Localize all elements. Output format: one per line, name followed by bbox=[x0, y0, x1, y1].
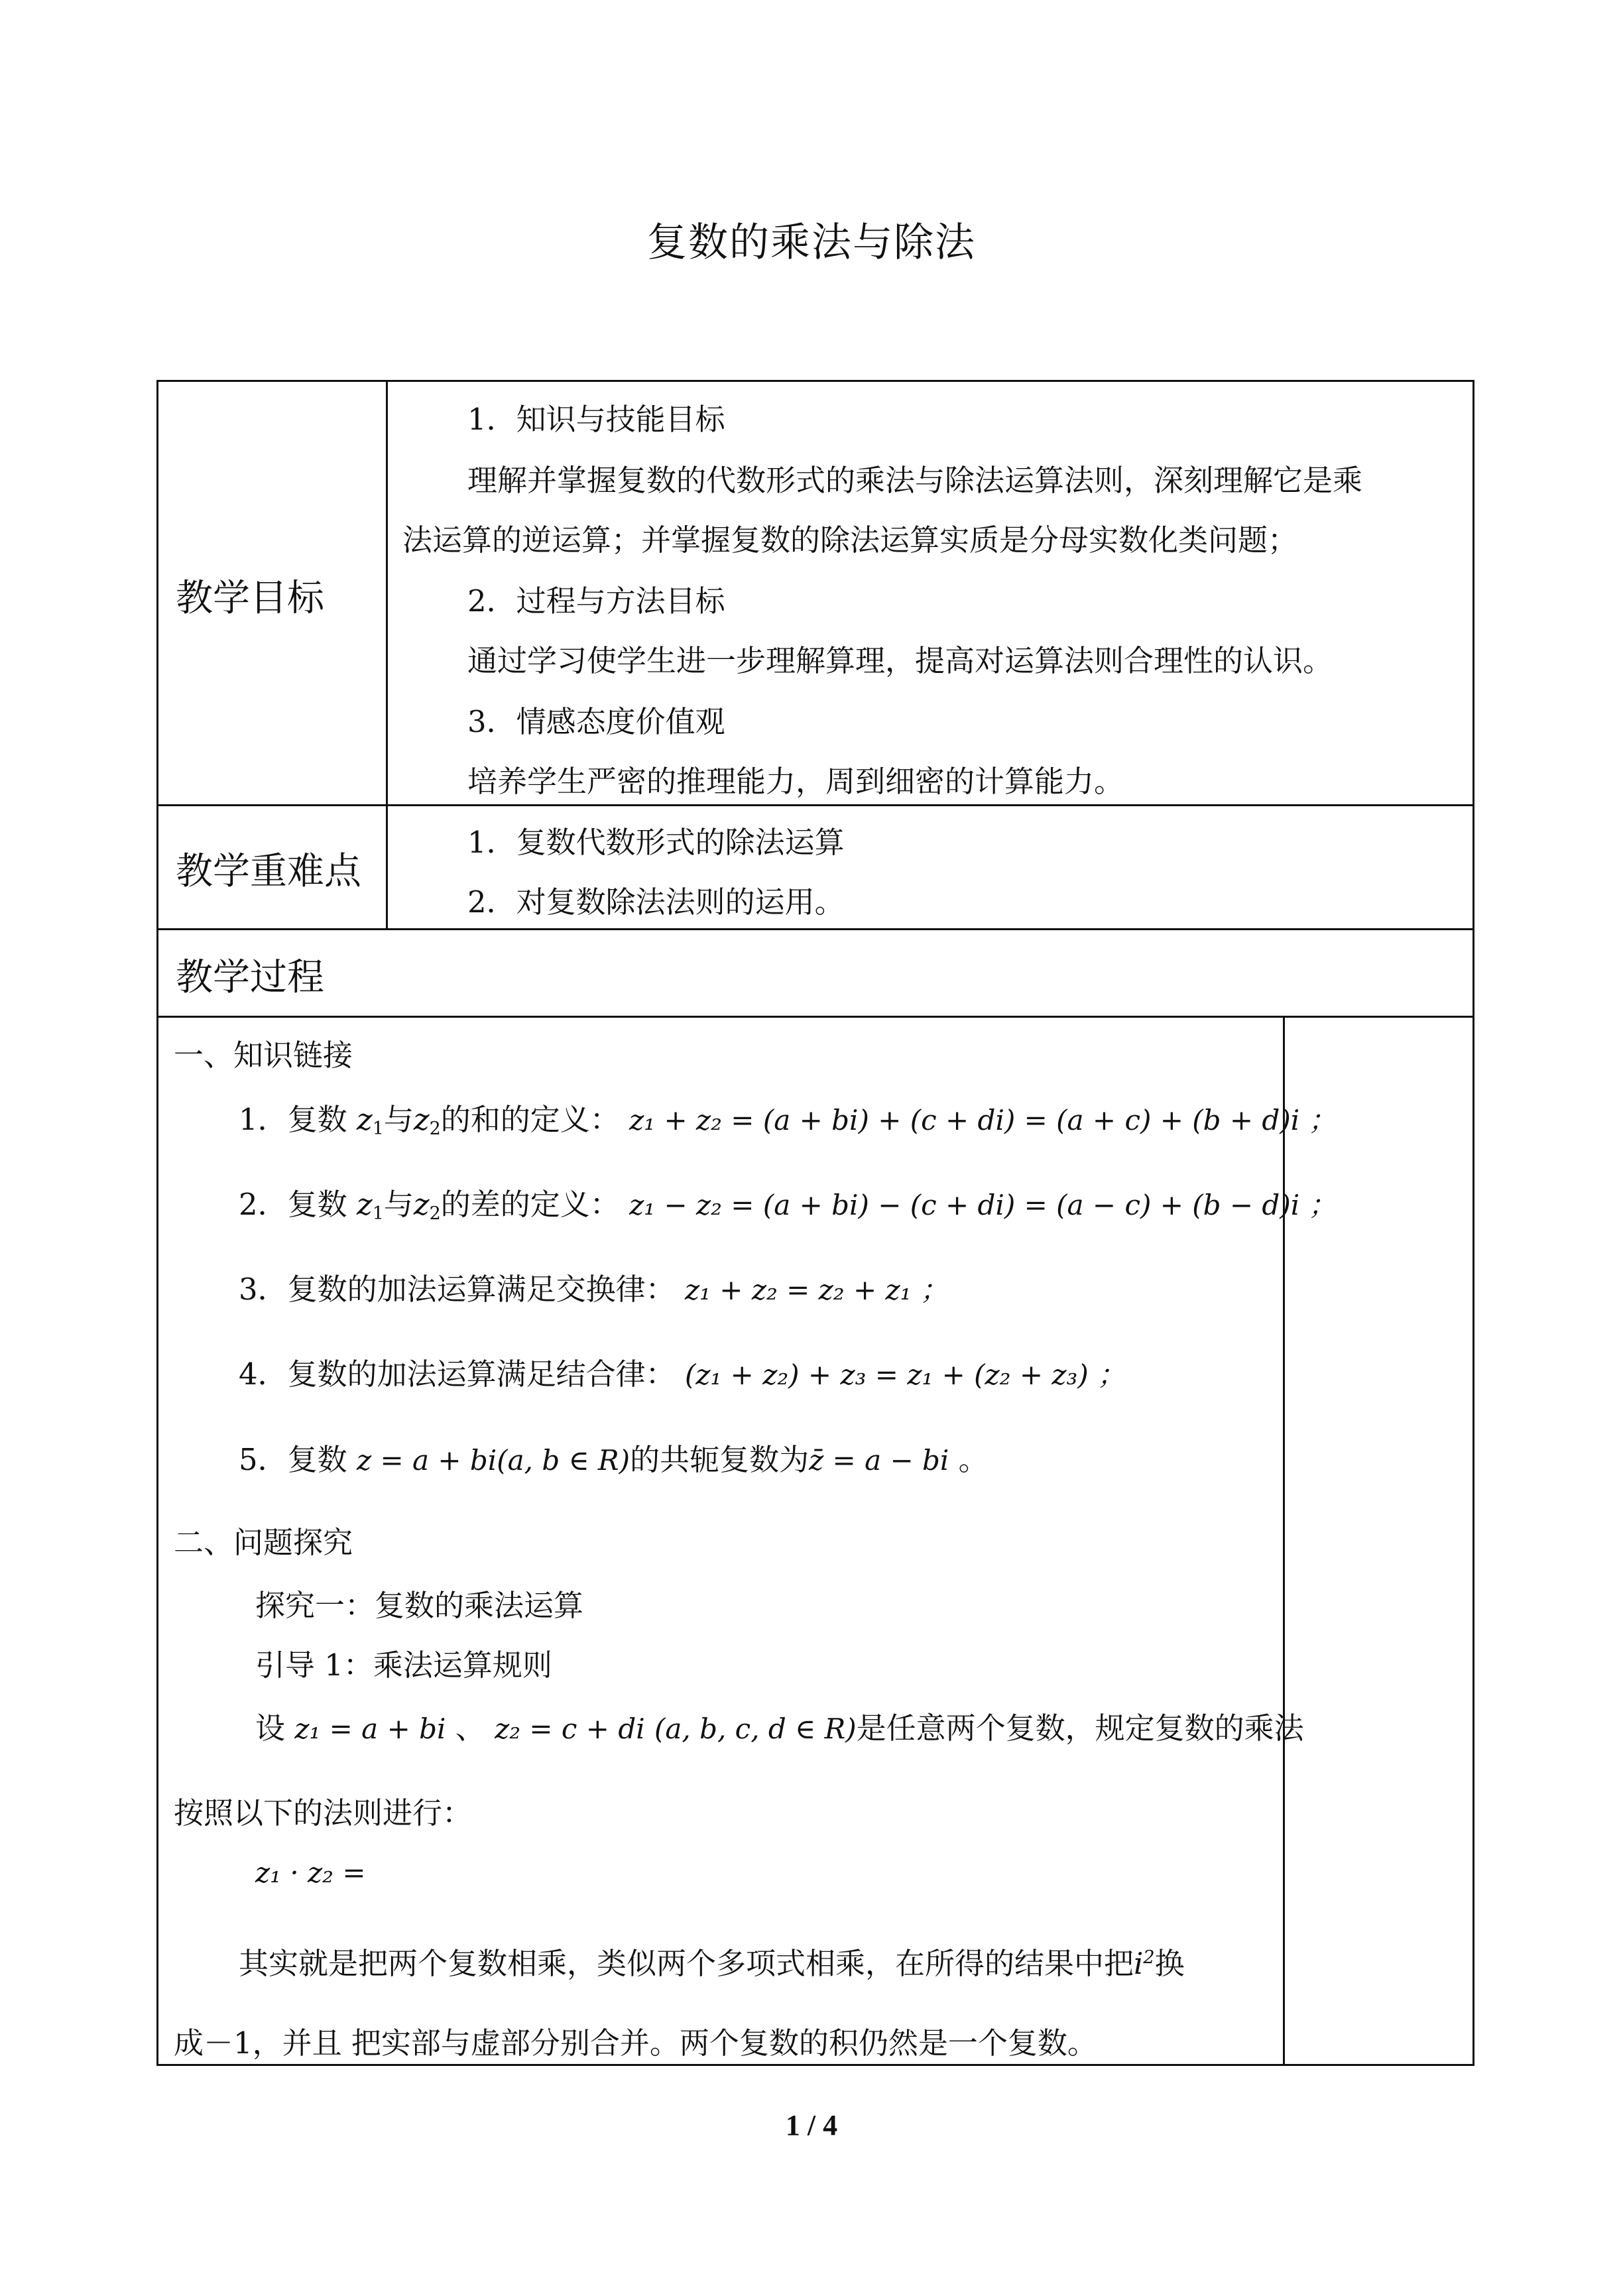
objective-line-5: 通过学习使学生进一步理解算理，提高对运算法则合理性的认识。 bbox=[467, 643, 1333, 678]
item-sum-definition: 1．复数 $z_1$与$z_2$的和的定义： z₁ + z₂ = (a + bi) + (c + di) = (a + c) + (b + d)i ； bbox=[239, 1102, 1337, 1139]
sum-formula: z₁ + z₂ = (a + bi) + (c + di) = (a + c) + (b + d)i ； bbox=[629, 1104, 1337, 1136]
table-border-right bbox=[1473, 380, 1474, 2066]
product-formula: z₁ · z₂ = bbox=[255, 1856, 366, 1889]
objective-line-7: 培养学生严密的推理能力，周到细密的计算能力。 bbox=[467, 764, 1124, 799]
explore-one-heading: 探究一：复数的乘法运算 bbox=[255, 1588, 584, 1623]
key-point-line-2: 2．对复数除法法则的运用。 bbox=[467, 884, 845, 920]
table-border-top bbox=[156, 380, 1474, 382]
item-associative-law: 4．复数的加法运算满足结合律： (z₁ + z₂) + z₃ = z₁ + (z₂ + z₃) ； bbox=[239, 1357, 1126, 1392]
table-row-divider-3 bbox=[156, 1016, 1474, 1018]
objectives-label: 教学目标 bbox=[176, 577, 324, 620]
objective-line-1: 1．知识与技能目标 bbox=[467, 402, 725, 437]
page-title: 复数的乘法与除法 bbox=[647, 219, 976, 266]
objective-line-6: 3．情感态度价值观 bbox=[467, 704, 725, 739]
item-commutative-law: 3．复数的加法运算满足交换律： z₁ + z₂ = z₂ + z₁ ； bbox=[239, 1272, 948, 1307]
multiplication-rule-line-2: 按照以下的法则进行： bbox=[174, 1795, 473, 1831]
table-border-bottom bbox=[156, 2064, 1474, 2066]
explanation-line-1: 其实就是把两个复数相乘，类似两个多项式相乘，在所得的结果中把$i^2$换 bbox=[239, 1946, 1185, 1981]
conjugate-formula: z̄ = a − bi bbox=[809, 1444, 949, 1477]
explanation-line-2: 成－1，并且 把实部与虚部分别合并。两个复数的积仍然是一个复数。 bbox=[174, 2025, 1097, 2061]
section-knowledge-link: 一、知识链接 bbox=[174, 1038, 353, 1073]
guide-one-heading: 引导 1：乘法运算规则 bbox=[255, 1648, 552, 1683]
objective-line-2: 理解并掌握复数的代数形式的乘法与除法运算法则，深刻理解它是乘 bbox=[467, 463, 1363, 498]
key-point-line-1: 1．复数代数形式的除法运算 bbox=[467, 825, 845, 860]
section-problem-explore: 二、问题探究 bbox=[174, 1525, 353, 1560]
item-conjugate: 5．复数 z = a + bi(a, b ∈ R)的共轭复数为z̄ = a − bi 。 bbox=[239, 1442, 989, 1477]
difference-formula: z₁ − z₂ = (a + bi) − (c + di) = (a − c) + (b − d)i ； bbox=[629, 1189, 1337, 1221]
table-side-column-divider bbox=[1283, 1016, 1285, 2066]
table-row-divider-2 bbox=[156, 928, 1474, 930]
objective-line-4: 2．过程与方法目标 bbox=[467, 583, 725, 619]
objective-line-3: 法运算的逆运算；并掌握复数的除法运算实质是分母实数化类问题； bbox=[402, 522, 1298, 558]
multiplication-rule-line: 设 z₁ = a + bi 、 z₂ = c + di (a, b, c, d ∈ R)是任意两个复数，规定复数的乘法 bbox=[255, 1711, 1304, 1746]
commutative-formula: z₁ + z₂ = z₂ + z₁ ； bbox=[684, 1274, 948, 1306]
table-label-divider bbox=[386, 380, 388, 930]
item-difference-definition: 2．复数 $z_1$与$z_2$的差的定义： z₁ − z₂ = (a + bi) − (c + di) = (a − c) + (b − d)i ； bbox=[239, 1187, 1337, 1224]
key-points-label: 教学重难点 bbox=[176, 850, 361, 893]
associative-formula: (z₁ + z₂) + z₃ = z₁ + (z₂ + z₃) ； bbox=[684, 1359, 1126, 1391]
process-label: 教学过程 bbox=[176, 956, 324, 999]
table-border-left bbox=[156, 380, 158, 2066]
table-row-divider-1 bbox=[156, 804, 1474, 806]
page-number: 1 / 4 bbox=[785, 2109, 838, 2142]
